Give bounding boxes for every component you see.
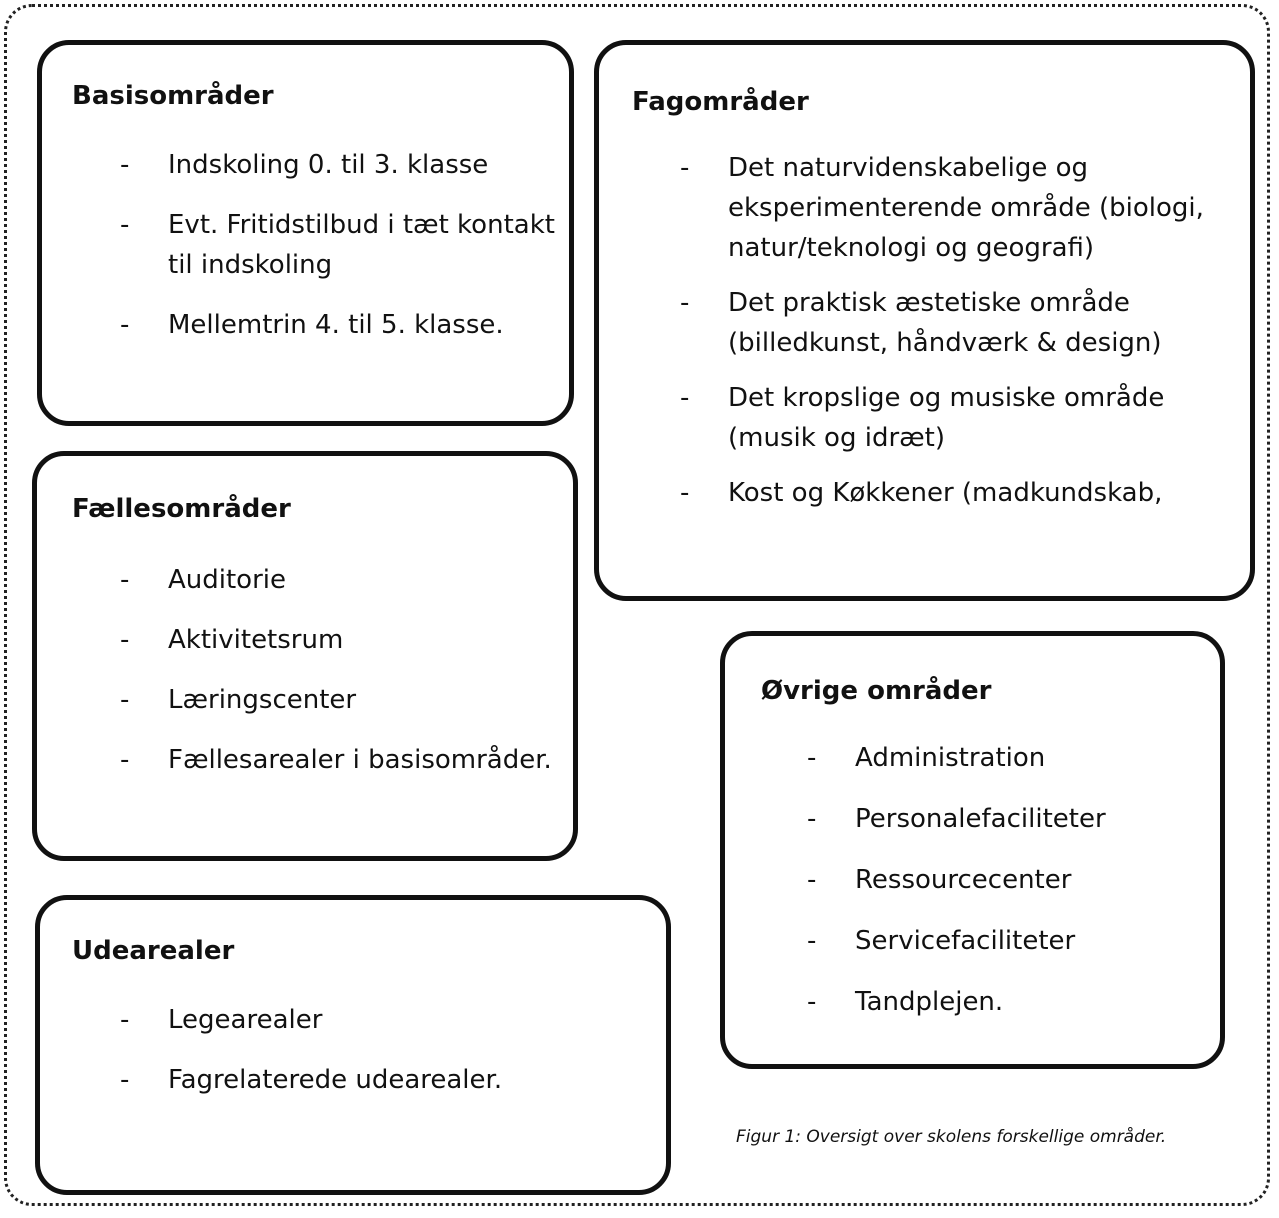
list-dash-marker: - [680,153,690,183]
list-item [120,740,558,780]
basisomraader-title: Basisområder [72,81,274,111]
list-item [680,378,1228,458]
list-dash-marker: - [680,288,690,318]
list-item-text: Administration [855,743,1046,773]
list-dash-marker: - [807,926,817,956]
list-item [120,205,558,285]
list-item-text: Det praktisk æstetiske område (billedkunst, håndværk & design) [728,288,1162,358]
list-item [807,860,1215,900]
list-item-text: Auditorie [168,565,287,595]
list-item [120,620,558,660]
list-item-text: Kost og Køkkener (madkundskab, [728,478,1163,508]
list-item-text: Ressourcecenter [855,865,1072,895]
list-item-text: Det kropslige og musiske område (musik og idræt) [728,383,1165,453]
basisomraader-box [37,40,574,426]
list-dash-marker: - [807,865,817,895]
list-item-text: Det naturvidenskabelige og eksperimenterende område (biologi, natur/teknologi og geografi) [728,153,1204,263]
list-dash-marker: - [120,1065,130,1095]
list-item [120,145,558,185]
list-dash-marker: - [120,210,130,240]
list-dash-marker: - [807,987,817,1017]
udearealer-list [120,1000,648,1120]
list-item-text: Evt. Fritidstilbud i tæt kontakt til indskoling [168,210,555,280]
list-item-text: Servicefaciliteter [855,926,1076,956]
list-item [120,680,558,720]
list-item [120,560,558,600]
fagomraader-box [594,40,1255,601]
udearealer-box [35,895,671,1195]
list-item-text: Mellemtrin 4. til 5. klasse. [168,310,504,340]
faellesomraader-title: Fællesområder [72,494,291,524]
list-dash-marker: - [680,478,690,508]
list-item-text: Legearealer [168,1005,323,1035]
list-dash-marker: - [680,383,690,413]
list-item-text: Indskoling 0. til 3. klasse [168,150,489,180]
list-item-text: Fællesarealer i basisområder. [168,745,552,775]
list-item [680,148,1228,268]
list-item [807,799,1215,839]
ovrige-omraader-list [807,738,1215,1043]
list-item-text: Aktivitetsrum [168,625,344,655]
list-item-text: Læringscenter [168,685,357,715]
ovrige-omraader-box [720,631,1225,1069]
list-item [120,1000,648,1040]
list-item-text: Fagrelaterede udearealer. [168,1065,503,1095]
faellesomraader-box [32,451,578,861]
list-item [807,982,1215,1022]
list-dash-marker: - [120,745,130,775]
list-item [807,921,1215,961]
list-item-text: Personalefaciliteter [855,804,1106,834]
list-dash-marker: - [120,625,130,655]
list-dash-marker: - [120,565,130,595]
list-item [680,283,1228,363]
list-item-text: Tandplejen. [855,987,1004,1017]
basisomraader-list [120,145,558,365]
list-dash-marker: - [120,310,130,340]
list-item [120,1060,648,1100]
list-dash-marker: - [120,685,130,715]
list-dash-marker: - [807,743,817,773]
list-dash-marker: - [120,1005,130,1035]
list-item [680,473,1228,513]
list-item [807,738,1215,778]
fagomraader-list [680,148,1228,528]
faellesomraader-list [120,560,558,800]
ovrige-omraader-title: Øvrige områder [761,676,992,706]
figure-caption: Figur 1: Oversigt over skolens forskellige områder. [736,1127,1167,1147]
list-dash-marker: - [807,804,817,834]
list-dash-marker: - [120,150,130,180]
list-item [120,305,558,345]
udearealer-title: Udearealer [72,936,235,966]
fagomraader-title: Fagområder [632,87,809,117]
